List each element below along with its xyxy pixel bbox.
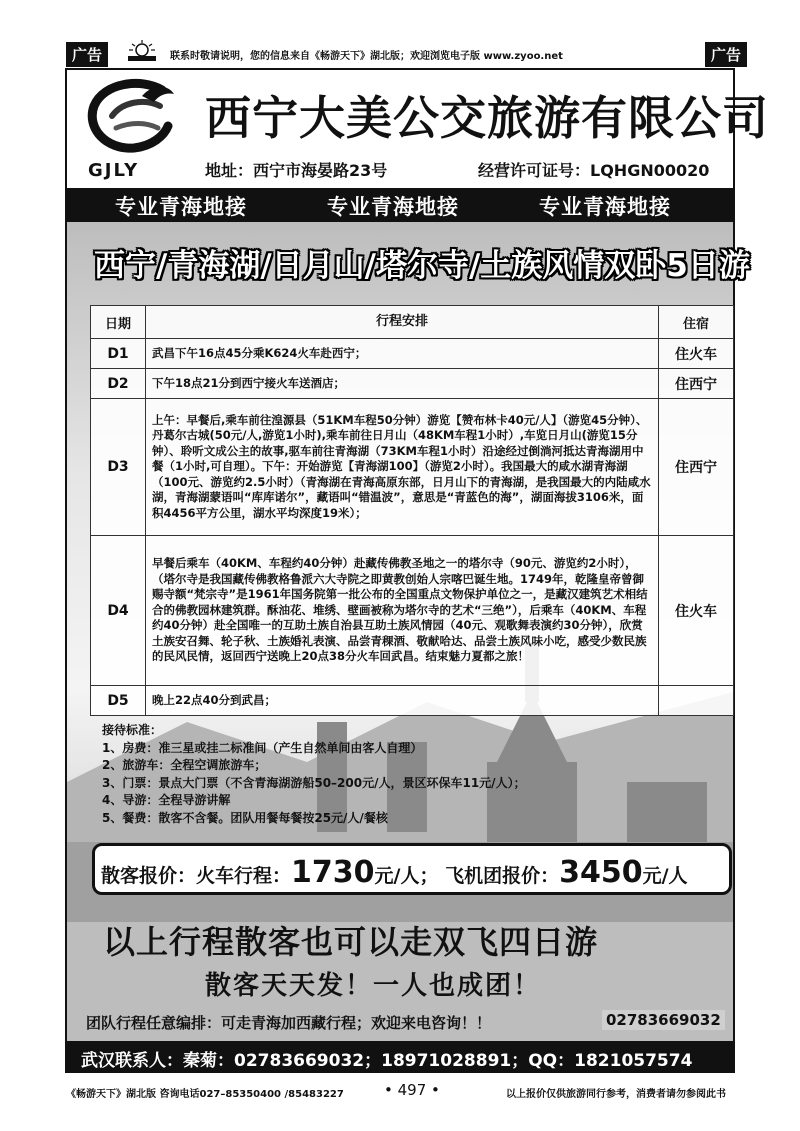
plan-cell: 早餐后乘车（40KM、车程约40分钟）赴藏传佛教圣地之一的塔尔寺（90元、游览约2小时），（塔尔寺是我国藏传佛教格鲁派六大寺院之即黄教创始人宗喀巴诞生地。1749年，乾隆皇帝曾御赐寺额“梵宗寺”是1961年国务院第一批公布的全国重点文物保护单位之一，是藏汉建筑艺术相结合的佛教园林建筑群。酥油花、堆绣、壁画被称为塔尔寺的艺术“三绝”），后乘车（40KM、车程约40分钟）赴全国唯一的互助土族自治县互助土族风情园（40元、观歌舞表演约30分钟），欣赏土族安召舞、轮子秋、土族婚礼表演、品尝青稞酒、敬献哈达、品尝土族风味小吃，感受少数民族的民风民情，返回西宁送晚上20点38分火车回武昌。结束魅力夏都之旅！ (146, 536, 659, 686)
itinerary-table (90, 305, 734, 716)
table-row (91, 399, 734, 536)
day-cell: D2 (91, 369, 146, 399)
table-row (91, 339, 734, 369)
price-train: 1730 (291, 855, 375, 890)
price-unit: 元/人 (642, 865, 688, 887)
column-header: 日期 (91, 306, 146, 339)
price-box (92, 843, 732, 895)
plan-cell: 晚上22点40分到武昌； (146, 686, 659, 716)
standards-item: 2、旅游车：全程空调旅游车； (102, 758, 267, 772)
banner-text: 专业青海地接 (327, 195, 459, 219)
banner-text: 专业青海地接 (539, 195, 671, 219)
table-row (91, 686, 734, 716)
column-header: 行程安排 (146, 306, 659, 339)
standards-item: 3、门票：景点大门票（不含青海湖游船50–200元/人，景区环保车11元/人）； (102, 775, 526, 790)
reception-standards (102, 722, 526, 827)
price-label-train: 散客报价：火车行程： (101, 865, 292, 887)
company-name: 西宁大美公交旅游有限公司 (205, 91, 769, 145)
contact-text: 武汉联系人：秦菊：02783669032；18971028891；QQ：1821057574 (81, 1051, 693, 1071)
logo-letters: GJLY (88, 160, 140, 181)
stay-cell (659, 686, 734, 716)
plan-cell: 武昌下午16点45分乘K624火车赴西宁； (146, 339, 659, 369)
company-address: 地址：西宁市海晏路23号 (205, 161, 388, 180)
source-note: 联系时敬请说明，您的信息来自《畅游天下》湖北版；欢迎浏览电子版 www.zyoo.net (170, 51, 563, 62)
price-flight: 3450 (559, 855, 643, 890)
plan-cell: 下午18点21分到西宁接火车送酒店； (146, 369, 659, 399)
slogan-line-2: 散客天天发！一人也成团！ (205, 971, 542, 1001)
price-label-flight: 飞机团报价： (445, 865, 560, 887)
day-cell: D5 (91, 686, 146, 716)
license-number: 经营许可证号：LQHGN00020 (478, 161, 710, 180)
ad-label-left: 广告 (66, 42, 108, 67)
stay-cell: 住火车 (659, 339, 734, 369)
stay-cell: 住火车 (659, 536, 734, 686)
stay-cell: 住西宁 (659, 369, 734, 399)
standards-item: 1、房费：准三星或挂二标准间（产生自然单间由客人自理） (102, 740, 423, 755)
page-number: • 497 • (384, 1081, 440, 1099)
day-cell: D3 (91, 399, 146, 536)
standards-title: 接待标准： (102, 723, 163, 737)
standards-item: 4、导游：全程导游讲解 (102, 793, 231, 807)
company-logo-icon (82, 76, 180, 160)
ad-label-right: 广告 (705, 42, 747, 67)
day-cell: D1 (91, 339, 146, 369)
custom-tour-phone: 02783669032 (602, 1010, 725, 1030)
table-row (91, 536, 734, 686)
specialty-banner (67, 188, 733, 222)
banner-text: 专业青海地接 (115, 195, 247, 219)
plan-cell: 上午：早餐后,乘车前往湟源县（51KM车程50分钟）游览【赞布林卡40元/人】（游览45分钟）、丹葛尔古城(50元/人,游览1小时),乘车前往日月山（48KM车程1小时）,车览日月山(游览15分钟）、聆听文成公主的故事,驱车前往青海湖（73KM车程1小时）沿途经过倒淌河抵达青海湖用中餐（1小时,可自理）。下午：开始游览【青海湖100】（游览2小时）。我国最大的咸水湖青海湖（100元、游览约2.5小时）（青海湖在青海高原东部，日月山下的青海湖，是我国最大的内陆咸水湖，青海湖蒙语叫“库库诺尔”，藏语叫“错温波”，意思是“青蓝色的海”，湖面海拔3106米，面积4456平方公里，湖水平均深度19米）； (146, 399, 659, 536)
price-unit: 元/人； (374, 865, 439, 887)
standards-item: 5、餐费：散客不含餐。团队用餐每餐按25元/人/餐核 (102, 810, 388, 825)
day-cell: D4 (91, 536, 146, 686)
magazine-logo-icon (122, 40, 162, 62)
contact-bar (67, 1041, 733, 1073)
custom-tour-note: 团队行程任意编排：可走青海加西藏行程；欢迎来电咨询！！ (86, 1014, 492, 1032)
footer-left: 《畅游天下》湖北版 咨询电话027–85350400 /85483227 (66, 1089, 344, 1100)
slogan-line-1: 以上行程散客也可以走双飞四日游 (103, 923, 599, 961)
route-title: 西宁/青海湖/日月山/塔尔寺/土族风情双卧5日游 (94, 248, 750, 284)
footer-right: 以上报价仅供旅游同行参考，消费者请勿参阅此书 (506, 1089, 726, 1100)
table-header-row (91, 306, 734, 339)
column-header: 住宿 (659, 306, 734, 339)
table-row (91, 369, 734, 399)
stay-cell: 住西宁 (659, 399, 734, 536)
